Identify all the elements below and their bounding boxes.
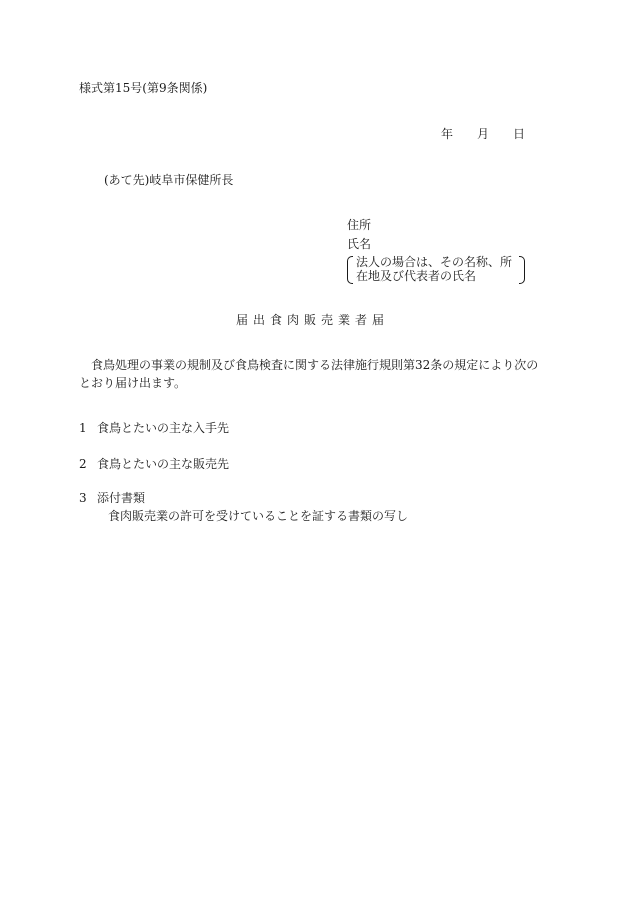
year-label: 年: [441, 127, 454, 141]
addressee: (あて先)岐阜市保健所長: [104, 173, 234, 187]
left-bracket: [347, 256, 353, 284]
address-label: 住所: [347, 218, 372, 232]
item-number: 3: [79, 491, 87, 505]
item-label: 食鳥とたいの主な販売先: [97, 457, 230, 471]
right-bracket: [519, 256, 525, 284]
name-label: 氏名: [347, 237, 372, 251]
attachment-description: 食肉販売業の許可を受けていることを証する書類の写し: [108, 509, 409, 523]
day-label: 日: [513, 127, 526, 141]
form-number: 様式第15号(第9条関係): [79, 81, 208, 95]
item-label: 添付書類: [97, 491, 146, 505]
list-item: [79, 457, 229, 471]
list-item: [79, 491, 145, 505]
item-number: 1: [79, 421, 87, 435]
document-title: 届出食肉販売業者届: [236, 313, 390, 327]
item-number: 2: [79, 457, 87, 471]
body-paragraph: 食鳥処理の事業の規制及び食鳥検査に関する法律施行規則第32条の規定により次のとおり届け出ます。: [79, 358, 539, 390]
corporate-note: [347, 255, 527, 285]
corporate-note-line1: 法人の場合は、その名称、所: [356, 255, 513, 269]
item-label: 食鳥とたいの主な入手先: [97, 421, 230, 435]
corporate-note-line2: 在地及び代表者の氏名: [356, 269, 477, 283]
month-label: 月: [477, 127, 490, 141]
list-item: [79, 421, 229, 435]
date-line: [441, 127, 525, 141]
